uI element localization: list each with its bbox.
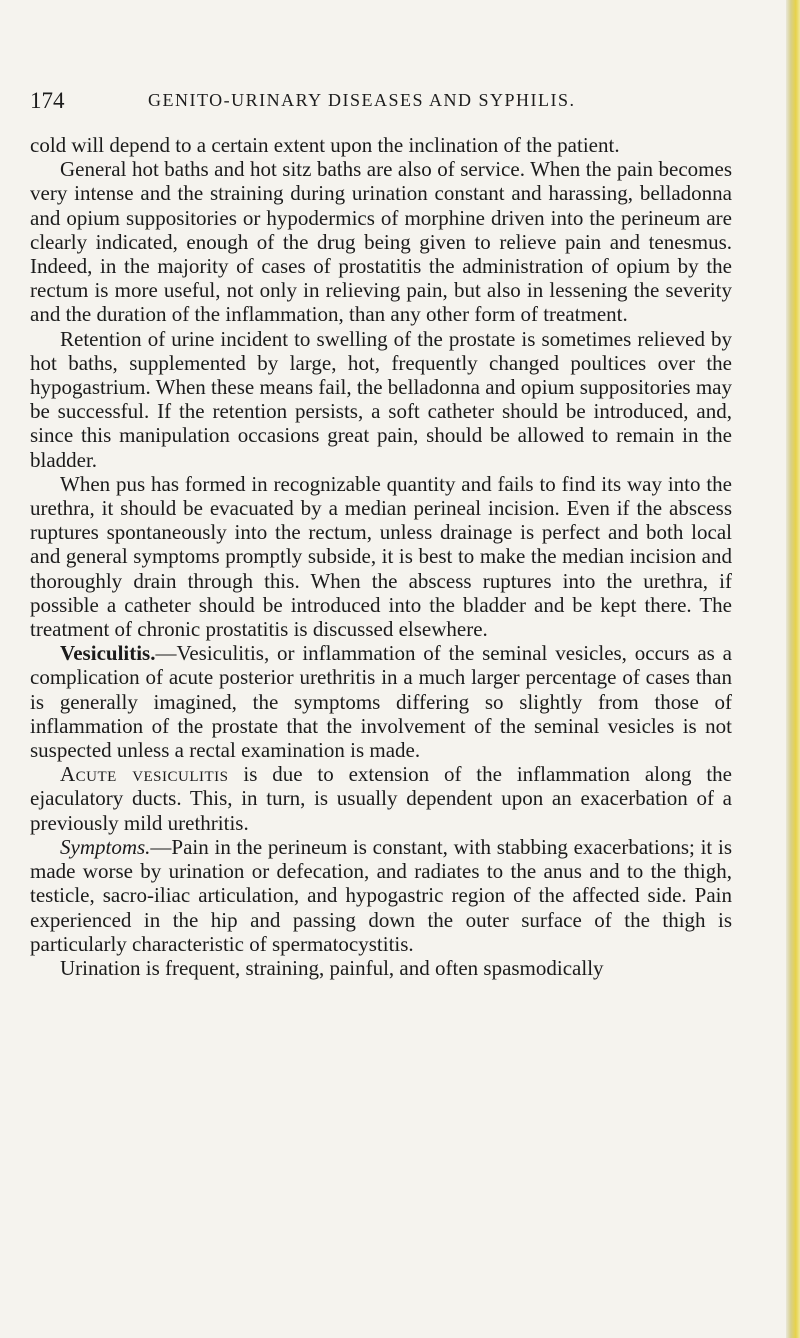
running-title: GENITO-URINARY DISEASES AND SYPHILIS. bbox=[148, 90, 576, 110]
page-edge bbox=[786, 0, 800, 1338]
paragraph-text: Urination is frequent, straining, painful, and often spasmodically bbox=[60, 955, 604, 980]
paragraph bbox=[30, 835, 732, 956]
paragraph-text: —Pain in the perineum is constant, with stabbing exacerbations; it is made worse by urination or defecation, and radiates to the anus and to the thigh, testicle, sacro-iliac articulation, and hypogastric region of the affected side. Pain experienced in the hip and passing down the outer surface of the thigh is particularly characteristic of spermatocystitis. bbox=[30, 834, 732, 956]
section-heading: Vesiculitis. bbox=[60, 641, 156, 666]
paragraph bbox=[30, 327, 732, 472]
paragraph bbox=[30, 133, 732, 157]
paragraph bbox=[30, 956, 732, 980]
paragraph-text: cold will depend to a certain extent upon the inclination of the patient. bbox=[30, 133, 620, 157]
paragraph bbox=[30, 157, 732, 326]
paragraph bbox=[30, 762, 732, 835]
paragraph-text: —Vesiculitis, or inflammation of the seminal vesicles, occurs as a complication of acute posterior urethritis in a much larger percentage of cases than is generally imagined, the symptoms differing so slightly from those of inflammation of the prostate that the involvement of the seminal vesicles is not suspected unless a rectal examination is made. bbox=[30, 641, 732, 763]
subsection-heading: Acute vesiculitis bbox=[60, 762, 229, 787]
subsection-heading: Symptoms. bbox=[60, 834, 151, 859]
paragraph-text: When pus has formed in recognizable quantity and fails to find its way into the urethra, it should be evacuated by a median perineal incision. Even if the abscess ruptures spontaneously into the rectum, unless drainage is perfect and both local and general symptoms promptly subside, it is best to make the median incision and thoroughly drain through this. When the abscess ruptures into the urethra, if possible a catheter should be introduced into the bladder and be kept there. The treatment of chronic prostatitis is discussed elsewhere. bbox=[30, 471, 732, 642]
page-number: 174 bbox=[30, 88, 65, 113]
paragraph-text: General hot baths and hot sitz baths are also of service. When the pain becomes very intense and the straining during urination constant and harassing, belladonna and opium suppositories or hypodermics of morphine driven into the perineum are clearly indicated, enough of the drug being given to relieve pain and tenesmus. Indeed, in the majority of cases of prostatitis the administration of opium by the rectum is more useful, not only in relieving pain, but also in lessening the severity and the duration of the inflammation, than any other form of treatment. bbox=[30, 157, 732, 327]
paragraph-text: Retention of urine incident to swelling of the prostate is sometimes relieved by hot baths, supplemented by large, hot, frequently changed poultices over the hypogastrium. When these means fail, the belladonna and opium suppositories may be successful. If the retention persists, a soft catheter should be introduced, and, since this manipulation occasions great pain, should be allowed to remain in the bladder. bbox=[30, 326, 732, 472]
body-text bbox=[30, 133, 732, 980]
paragraph bbox=[30, 472, 732, 641]
paragraph bbox=[30, 641, 732, 762]
paragraph-text: is due to extension of the inflammation along the ejaculatory ducts. This, in turn, is usually dependent upon an exacerbation of a previously mild urethritis. bbox=[30, 762, 732, 835]
